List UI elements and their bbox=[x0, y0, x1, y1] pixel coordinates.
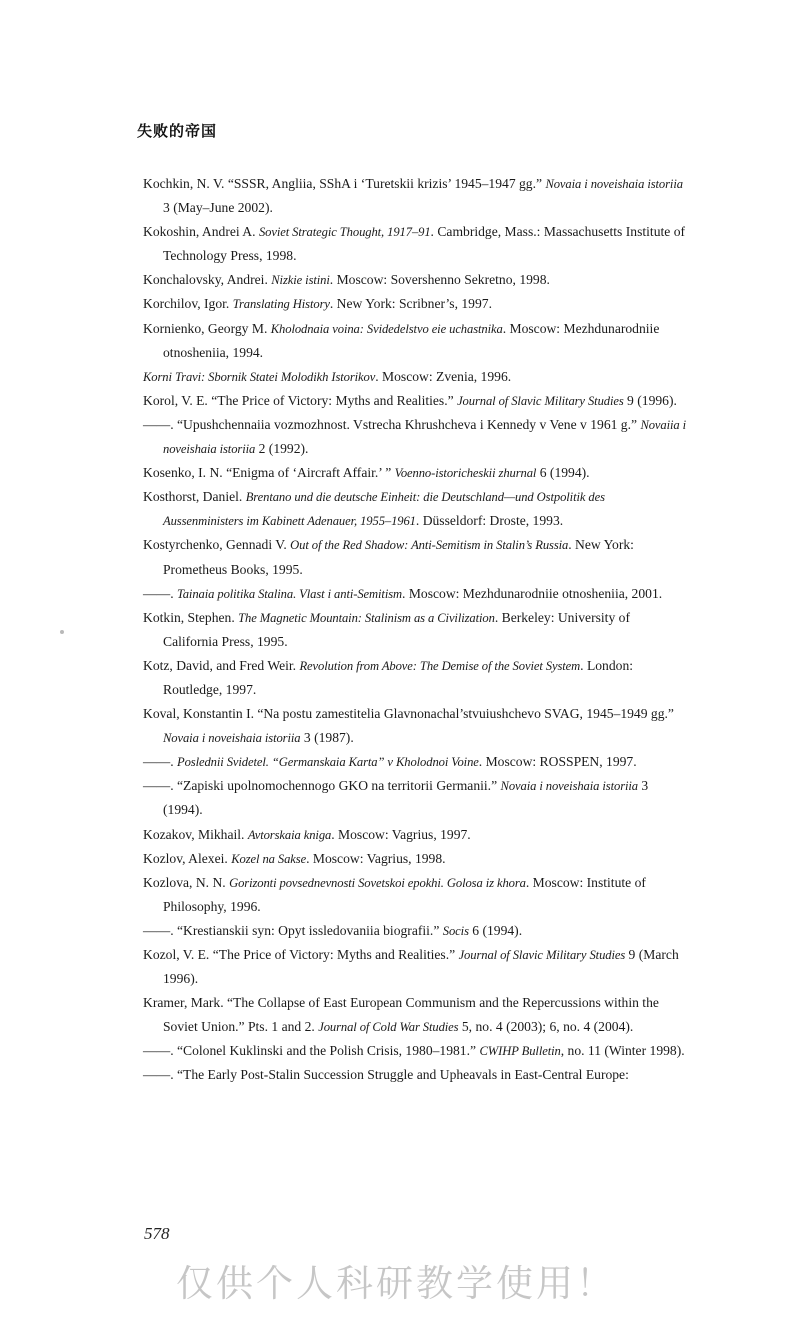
bibliography-entry bbox=[143, 750, 688, 774]
entry-text: Korchilov, Igor. bbox=[143, 296, 233, 312]
running-head: 失败的帝国 bbox=[137, 122, 218, 140]
bibliography-entry bbox=[143, 1063, 688, 1087]
entry-text: Kochkin, N. V. “SSSR, Angliia, SShA i ‘Turetskii krizis’ 1945–1947 gg.” bbox=[143, 176, 546, 191]
bibliography-entry bbox=[143, 365, 688, 389]
entry-italic-title: Poslednii Svidetel. “Germanskaia Karta” v Kholodnoi Voine bbox=[176, 755, 479, 770]
entry-text: Koval, Konstantin I. “Na postu zamestitelia Glavnonachal’stvuiushchevo SVAG, 1945–1949 gg.” bbox=[143, 706, 674, 722]
bibliography-entry bbox=[143, 606, 688, 654]
entry-text: 3 (1987). bbox=[300, 730, 354, 746]
bibliography-entry bbox=[143, 413, 688, 461]
entry-italic-title: Novaia i noveishaia istoriia bbox=[500, 779, 638, 794]
entry-text: . New York: Prometheus Books, 1995. bbox=[163, 537, 634, 577]
entry-italic-title: CWIHP Bulletin bbox=[479, 1044, 561, 1059]
entry-text: ——. “The Early Post-Stalin Succession Struggle and Upheavals in East-Central Europe: bbox=[143, 1067, 629, 1083]
bibliography-entry bbox=[143, 654, 688, 702]
bibliography-entry bbox=[143, 389, 688, 413]
entry-text: . Moscow: Mezhdunarodniie otnosheniia, 2001. bbox=[402, 585, 663, 601]
entry-italic-title: Brentano und die deutsche Einheit: die Deutschland—und Ostpolitik des Aussenministers im Kabinett Adenauer, 1955–1961 bbox=[163, 490, 605, 529]
entry-text: 3 (May–June 2002). bbox=[163, 200, 273, 216]
entry-italic-title: Avtorskaia kniga bbox=[247, 827, 332, 842]
entry-text: . Moscow: Vagrius, 1998. bbox=[306, 850, 446, 866]
bibliography-entry bbox=[143, 919, 688, 943]
entry-text: Korol, V. E. “The Price of Victory: Myths and Realities.” bbox=[143, 392, 458, 408]
entry-text: . Berkeley: University of California Press, 1995. bbox=[163, 609, 630, 649]
entry-text: . Moscow: Zvenia, 1996. bbox=[375, 368, 512, 384]
entry-text: Kotz, David, and Fred Weir. bbox=[143, 657, 300, 673]
entry-text: Kozol, V. E. “The Price of Victory: Myths and Realities.” bbox=[143, 947, 459, 962]
entry-italic-title: Voenno-istoricheskii zhurnal bbox=[394, 466, 537, 481]
entry-italic-title: Out of the Red Shadow: Anti-Semitism in Stalin’s Russia bbox=[290, 538, 569, 553]
entry-text: . Moscow: Mezhdunarodniie otnosheniia, 1994. bbox=[163, 320, 660, 360]
entry-text: ——. “Upushchennaiia vozmozhnost. Vstrecha Khrushcheva i Kennedy v Vene v 1961 g.” bbox=[143, 416, 641, 432]
bibliography-entry bbox=[143, 317, 688, 365]
entry-text: , no. 11 (Winter 1998). bbox=[560, 1043, 685, 1059]
bibliography-entry bbox=[143, 871, 688, 919]
watermark: 仅供个人科研教学使用！ bbox=[176, 1262, 616, 1305]
bibliography-entry bbox=[143, 991, 688, 1039]
entry-italic-title: Gorizonti povsednevnosti Sovetskoi epokhi. Golosa iz khora bbox=[229, 875, 526, 890]
entry-text: 6 (1994). bbox=[536, 465, 590, 481]
entry-italic-title: Translating History bbox=[232, 297, 330, 312]
bibliography-entry bbox=[143, 485, 688, 533]
entry-italic-title: Kholodnaia voina: Svidedelstvo eie uchastnika bbox=[270, 321, 503, 336]
entry-italic-title: Novaia i noveishaia istoriia bbox=[163, 731, 301, 746]
entry-italic-title: Nizkie istini bbox=[271, 273, 330, 288]
entry-text: ——. “Zapiski upolnomochennogo GKO na territorii Germanii.” bbox=[143, 778, 501, 794]
entry-text: ——. “Colonel Kuklinski and the Polish Crisis, 1980–1981.” bbox=[143, 1043, 480, 1059]
entry-text: 5, no. 4 (2003); 6, no. 4 (2004). bbox=[458, 1019, 634, 1035]
entry-text: . London: Routledge, 1997. bbox=[163, 657, 634, 697]
entry-text: 2 (1992). bbox=[255, 441, 309, 457]
entry-italic-title: The Magnetic Mountain: Stalinism as a Civilization bbox=[238, 610, 495, 625]
bibliography-entry bbox=[143, 1039, 688, 1063]
bibliography-entry bbox=[143, 292, 688, 316]
bibliography-entry bbox=[143, 582, 688, 606]
entry-text: . Düsseldorf: Droste, 1993. bbox=[415, 513, 564, 529]
entry-italic-title: Soviet Strategic Thought, 1917–91 bbox=[258, 225, 431, 240]
entry-text: ——. bbox=[143, 585, 177, 601]
bibliography-entry bbox=[143, 702, 688, 750]
entry-text: . Moscow: Vagrius, 1997. bbox=[331, 826, 471, 842]
margin-speck bbox=[60, 630, 64, 634]
bibliography-entry bbox=[143, 220, 688, 268]
page-number: 578 bbox=[144, 1224, 170, 1243]
entry-italic-title: Novaia i noveishaia istoriia bbox=[545, 177, 683, 191]
entry-text: Kostyrchenko, Gennadi V. bbox=[143, 537, 291, 553]
entry-italic-title: Journal of Cold War Studies bbox=[318, 1020, 459, 1035]
entry-italic-title: Kozel na Sakse bbox=[231, 851, 307, 866]
entry-text: Kozlova, N. N. bbox=[143, 874, 230, 890]
bibliography-entry bbox=[143, 943, 688, 991]
bibliography-entry bbox=[143, 268, 688, 292]
entry-text: 9 (March 1996). bbox=[163, 947, 679, 987]
bibliography-list bbox=[143, 172, 688, 1088]
entry-text: . Moscow: ROSSPEN, 1997. bbox=[478, 754, 637, 770]
entry-text: Kokoshin, Andrei A. bbox=[143, 224, 259, 240]
entry-italic-title: Korni Travi: Sbornik Statei Molodikh Istorikov bbox=[143, 369, 376, 384]
entry-text: Kosenko, I. N. “Enigma of ‘Aircraft Affair.’ ” bbox=[143, 465, 395, 481]
entry-italic-title: Tainaia politika Stalina. Vlast i anti-Semitism bbox=[176, 586, 403, 601]
entry-text: 3 (1994). bbox=[163, 778, 649, 818]
bibliography-entry bbox=[143, 774, 688, 822]
entry-text: Konchalovsky, Andrei. bbox=[143, 272, 272, 288]
entry-text: Kozlov, Alexei. bbox=[143, 850, 232, 866]
entry-text: Kotkin, Stephen. bbox=[143, 609, 239, 625]
entry-text: Kornienko, Georgy M. bbox=[143, 320, 271, 336]
entry-text: Kozakov, Mikhail. bbox=[143, 826, 248, 842]
entry-text: 9 (1996). bbox=[623, 392, 677, 408]
entry-text: . Moscow: Sovershenno Sekretno, 1998. bbox=[329, 272, 550, 288]
entry-italic-title: Revolution from Above: The Demise of the Soviet System bbox=[299, 658, 581, 673]
bibliography-entry bbox=[143, 533, 688, 581]
entry-italic-title: Socis bbox=[442, 923, 469, 938]
entry-italic-title: Journal of Slavic Military Studies bbox=[458, 948, 626, 962]
entry-italic-title: Journal of Slavic Military Studies bbox=[457, 393, 624, 408]
entry-text: ——. bbox=[143, 754, 177, 770]
bibliography-entry bbox=[143, 847, 688, 871]
entry-text: Kosthorst, Daniel. bbox=[143, 489, 246, 505]
entry-text: . Moscow: Institute of Philosophy, 1996. bbox=[163, 874, 646, 914]
entry-italic-title: Novaiia i noveishaia istoriia bbox=[163, 417, 687, 457]
entry-text: . Cambridge, Mass.: Massachusetts Institute of Technology Press, 1998. bbox=[163, 224, 686, 264]
entry-text: . New York: Scribner’s, 1997. bbox=[329, 296, 492, 312]
bibliography-entry bbox=[143, 461, 688, 485]
entry-text: ——. “Krestianskii syn: Opyt issledovaniia biografii.” bbox=[143, 922, 443, 938]
bibliography-entry bbox=[143, 823, 688, 847]
entry-text: 6 (1994). bbox=[468, 922, 523, 938]
bibliography-entry bbox=[143, 172, 688, 220]
entry-text: Kramer, Mark. “The Collapse of East European Communism and the Repercussions within the Soviet Union.” Pts. 1 and 2. bbox=[143, 995, 659, 1035]
